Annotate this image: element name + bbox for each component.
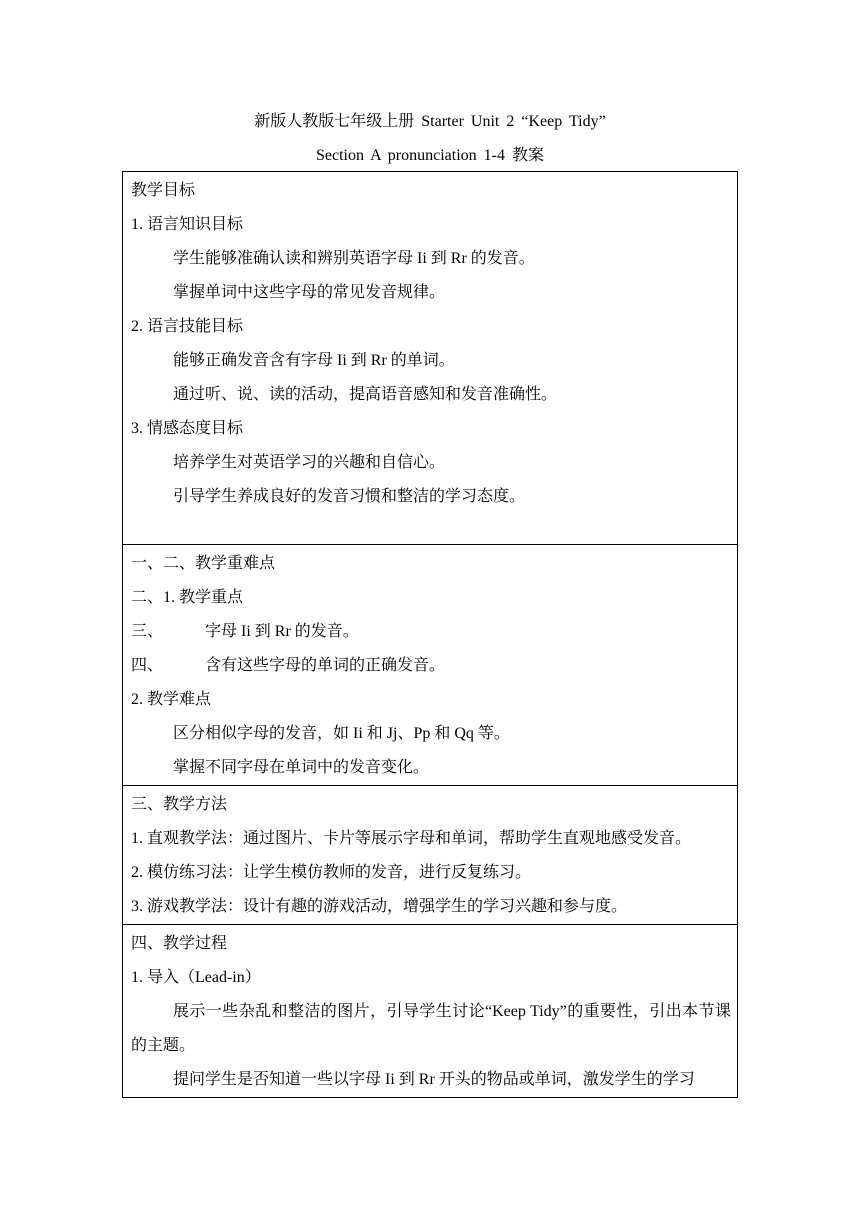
difficulty-heading: 2. 教学难点 <box>131 691 212 708</box>
document-title: 新版人教版七年级上册 Starter Unit 2 “Keep Tidy” <box>254 113 606 130</box>
knowledge-goal-item: 学生能够准确认读和辨别英语字母 Ii 到 Rr 的发音。 <box>173 250 535 267</box>
knowledge-goal-heading: 1. 语言知识目标 <box>131 216 244 233</box>
focus-item-text: 字母 Ii 到 Rr 的发音。 <box>205 623 359 640</box>
methods-cell <box>123 786 738 925</box>
methods-row <box>123 786 738 925</box>
key-points-row <box>123 545 738 786</box>
key-points-heading: 一、二、教学重难点 <box>131 555 276 572</box>
process-row <box>123 925 738 1098</box>
leadin-paragraph: 提问学生是否知道一些以字母 Ii 到 Rr 开头的物品或单词，激发学生的学习 <box>173 1071 695 1088</box>
focus-heading: 二、1. 教学重点 <box>131 589 244 606</box>
key-points-cell <box>123 545 738 786</box>
objectives-cell <box>123 172 738 545</box>
focus-item-text: 含有这些字母的单词的正确发音。 <box>205 657 446 674</box>
method-item: 3. 游戏教学法：设计有趣的游戏活动，增强学生的学习兴趣和参与度。 <box>131 898 628 915</box>
skill-goal-item: 能够正确发音含有字母 Ii 到 Rr 的单词。 <box>173 352 455 369</box>
skill-goal-heading: 2. 语言技能目标 <box>131 318 244 335</box>
focus-item <box>131 649 731 683</box>
process-cell <box>123 925 738 1098</box>
methods-heading: 三、教学方法 <box>131 796 228 813</box>
focus-item-number: 三、 <box>131 623 164 640</box>
leadin-heading: 1. 导入（Lead-in） <box>131 969 261 986</box>
method-item: 1. 直观教学法：通过图片、卡片等展示字母和单词，帮助学生直观地感受发音。 <box>131 830 692 847</box>
attitude-goal-item: 培养学生对英语学习的兴趣和自信心。 <box>173 454 446 471</box>
skill-goal-item: 通过听、说、读的活动，提高语音感知和发音准确性。 <box>173 386 558 403</box>
method-item: 2. 模仿练习法：让学生模仿教师的发音，进行反复练习。 <box>131 864 532 881</box>
attitude-goal-heading: 3. 情感态度目标 <box>131 420 244 437</box>
attitude-goal-item: 引导学生养成良好的发音习惯和整洁的学习态度。 <box>173 488 526 505</box>
leadin-paragraph: 展示一些杂乱和整洁的图片，引导学生讨论“Keep Tidy”的重要性，引出本节课的主题。 <box>131 1003 731 1054</box>
difficulty-item: 区分相似字母的发音，如 Ii 和 Jj、Pp 和 Qq 等。 <box>173 725 510 742</box>
document-subtitle: Section A pronunciation 1-4 教案 <box>316 147 544 164</box>
focus-item <box>131 615 731 649</box>
difficulty-item: 掌握不同字母在单词中的发音变化。 <box>173 759 430 776</box>
focus-item-number: 四、 <box>131 657 164 674</box>
objectives-row <box>123 172 738 545</box>
process-heading: 四、教学过程 <box>131 935 228 952</box>
objectives-heading: 教学目标 <box>131 182 196 199</box>
knowledge-goal-item: 掌握单词中这些字母的常见发音规律。 <box>173 284 446 301</box>
lesson-plan-table <box>122 171 738 1098</box>
